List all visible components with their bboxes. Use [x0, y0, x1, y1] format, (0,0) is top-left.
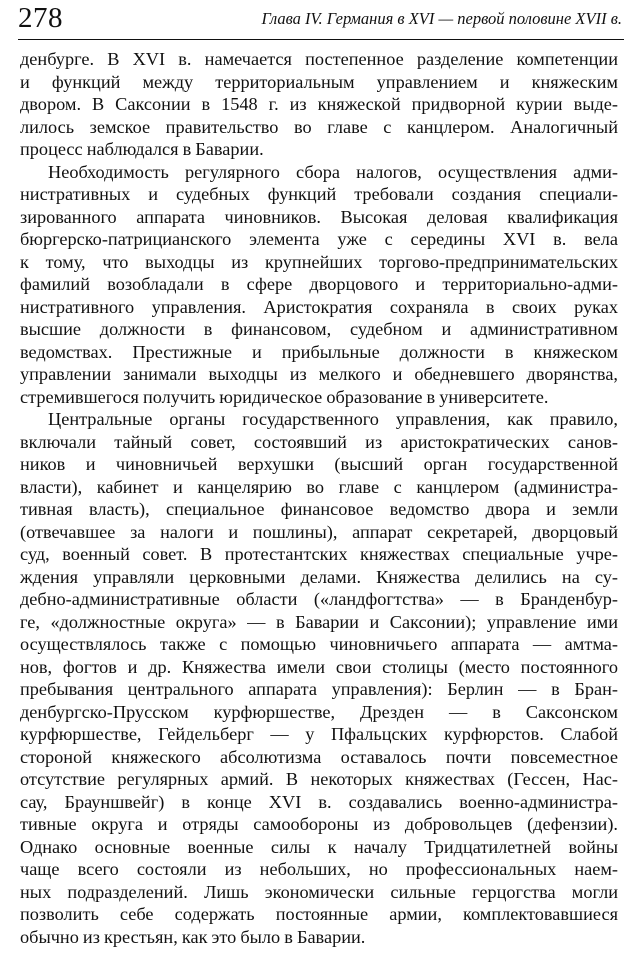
text-line: суд, военный совет. В протестантских княжествах специальные учре-	[20, 544, 618, 564]
text-line: денбургско-Прусском курфюршестве, Дрезден — в Саксонском	[20, 701, 618, 722]
text-line: тивные округа и отряды самообороны из добровольцев (дефензии).	[20, 814, 618, 834]
text-line: стремившегося получить юридическое образование в университете.	[20, 386, 549, 407]
text-line: бюргерско-патрицианского элемента уже с середины XVI в. вела	[20, 229, 618, 249]
text-line: чаще всего состояли из небольших, но профессиональных наем-	[20, 859, 618, 879]
text-line: обычно из крестьян, как это было в Баварии.	[20, 926, 366, 947]
page-header	[18, 0, 622, 40]
text-line: позволить себе содержать постоянные армии, комплектовавшиеся	[20, 904, 618, 924]
text-line: пребывания центрального аппарата управления): Берлин — в Бран-	[20, 679, 618, 699]
text-line: включали тайный совет, состоявший из аристократических санов-	[20, 431, 618, 452]
text-line: ге, «должностные округа» — в Баварии и Саксонии); управление ими	[20, 611, 618, 632]
text-line: Однако основные военные силы к началу Тридцатилетней войны	[20, 836, 618, 857]
text-line: сау, Брауншвейг) в конце XVI в. создавались военно-администра-	[20, 791, 618, 812]
text-line: и функций между территориальным управлением и княжеским	[20, 71, 618, 92]
text-line: ников и чиновничьей верхушки (высший орган государственной	[20, 454, 618, 474]
text-line: двором. В Саксонии в 1548 г. из княжеской придворной курии выде-	[20, 94, 618, 114]
text-line: власти), кабинет и канцелярию во главе с канцлером (администра-	[20, 476, 618, 497]
text-line: курфюршестве, Гейдельберг — у Пфальцских курфюрстов. Слабой	[20, 724, 618, 744]
text-line: нистративного управления. Аристократия сохраняла в своих руках	[20, 296, 618, 317]
text-line: лилось земское правительство во главе с канцлером. Аналогичный	[20, 116, 618, 137]
text-line: высшие должности в финансовом, судебном и административном	[20, 319, 618, 339]
text-line: к тому, что выходцы из крупнейших торгово-предпринимательских	[20, 251, 618, 272]
text-line: стороной княжеского абсолютизма оставалось почти повсеместное	[20, 746, 618, 767]
text-line: фамилий возобладали в сфере дворцового и территориально-адми-	[20, 274, 618, 294]
text-line: отсутствие регулярных армий. В некоторых княжествах (Гессен, Нас-	[20, 769, 618, 789]
text-line: дебно-административные области («ландфогтства» — в Бранденбур-	[20, 589, 618, 609]
text-line: (отвечавшее за налоги и пошлины), аппарат секретарей, дворцовый	[20, 521, 618, 542]
text-line: Центральные органы государственного управления, как правило,	[48, 409, 618, 429]
text-line: нов, фогтов и др. Княжества имели свои столицы (место постоянного	[20, 656, 618, 677]
text-line: зированного аппарата чиновников. Высокая деловая квалификация	[20, 206, 618, 227]
text-line: Необходимость регулярного сбора налогов, осуществления адми-	[48, 161, 618, 182]
text-line: ных подразделений. Лишь экономически сильные герцогства могли	[20, 881, 618, 902]
text-line: процесс наблюдался в Баварии.	[20, 139, 264, 159]
text-line: осуществлялось также с помощью чиновничьего аппарата — амтма-	[20, 634, 618, 654]
paragraph	[20, 161, 618, 409]
text-line: тивная власть), специальное финансовое ведомство двора и земли	[20, 499, 618, 519]
text-line: ведомствах. Престижные и прибыльные должности в княжеском	[20, 341, 618, 362]
body-text	[20, 48, 618, 948]
text-line: управлении занимали выходцы из мелкого и обедневшего дворянства,	[20, 364, 618, 384]
header-rule	[18, 39, 624, 40]
paragraph	[20, 48, 618, 161]
text-line: ждения управляли церковными делами. Княжества делились на су-	[20, 566, 618, 587]
paragraph	[20, 408, 618, 948]
page-number: 278	[18, 2, 63, 34]
text-line: денбурге. В XVI в. намечается постепенное разделение компетенции	[20, 49, 618, 69]
running-head: Глава IV. Германия в XVI — первой половине XVII в.	[261, 9, 622, 28]
text-line: нистративных и судебных функций требовали создания специали-	[20, 184, 618, 204]
